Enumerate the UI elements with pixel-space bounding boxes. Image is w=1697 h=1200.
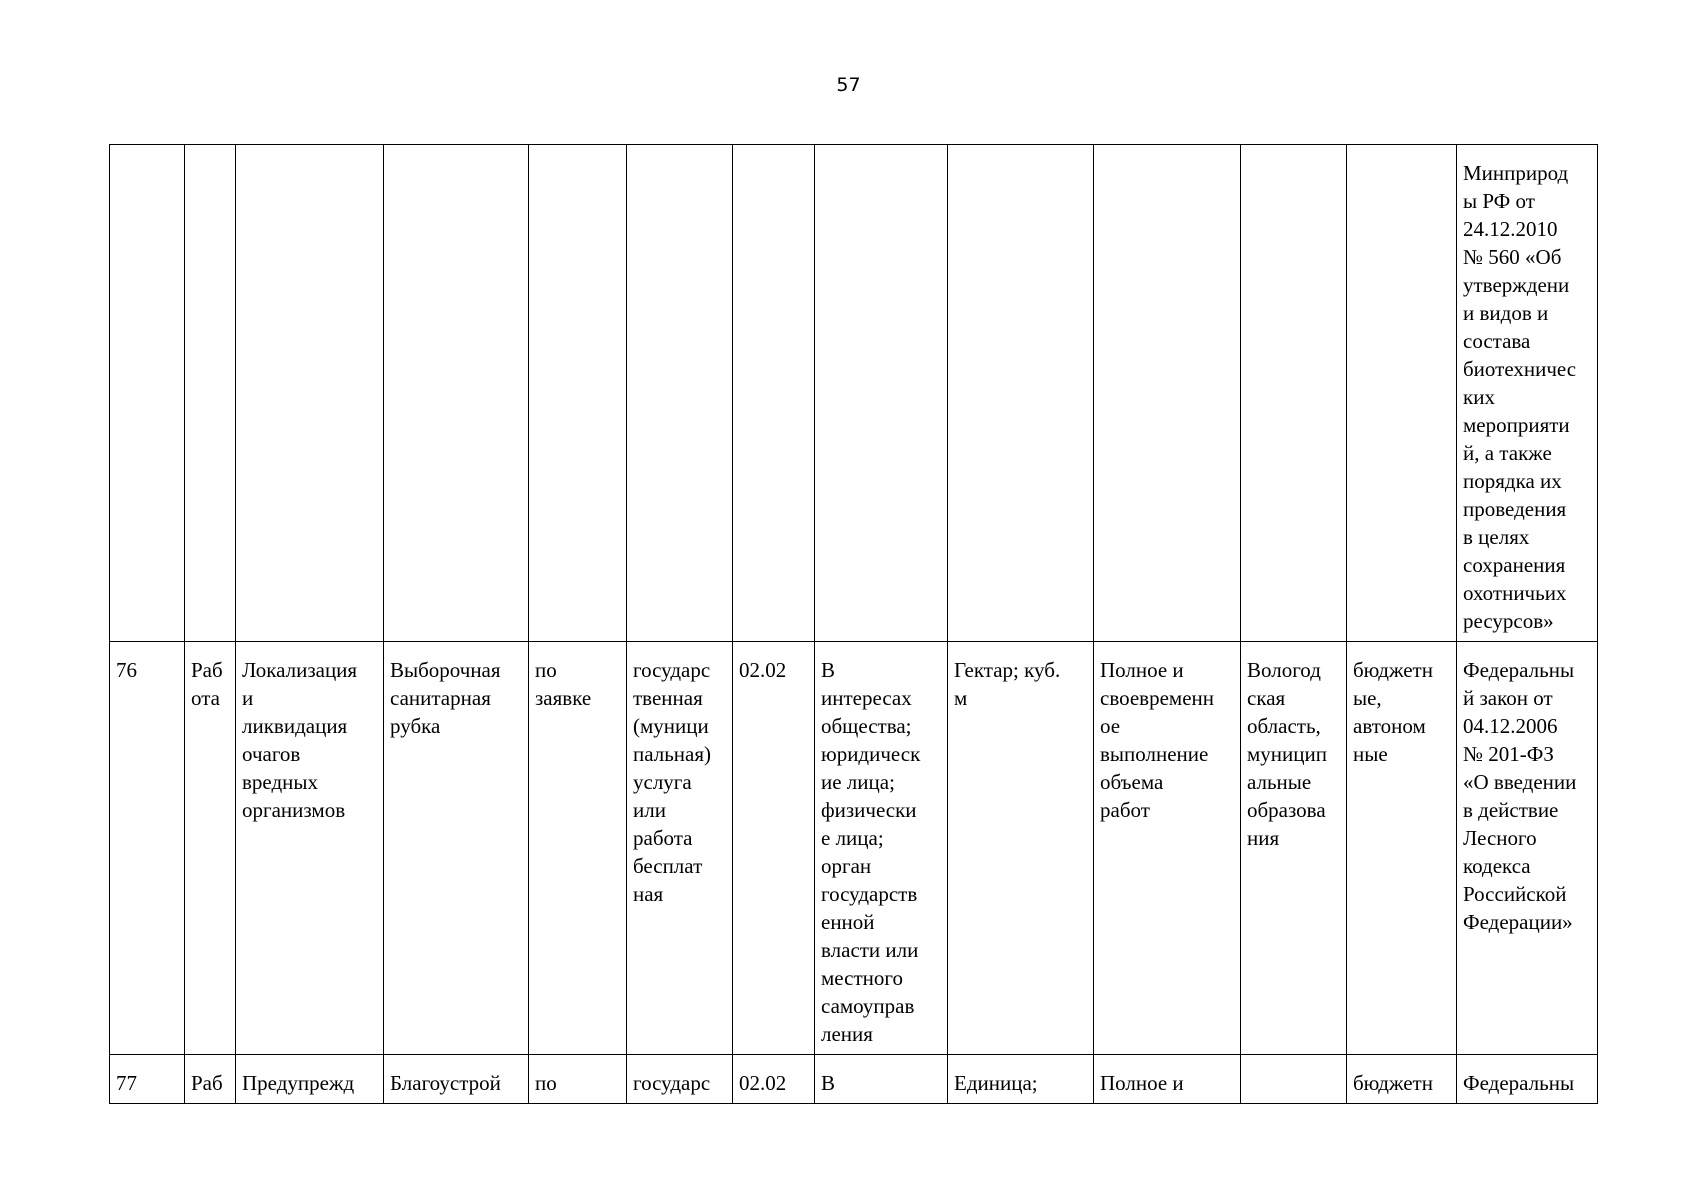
cell-institution-type xyxy=(1347,145,1457,642)
cell-number: 76 xyxy=(110,642,185,1055)
cell-type: Раб xyxy=(185,1055,236,1104)
cell-payment: государс твенная (муници пальная) услуга или работа бесплат ная xyxy=(627,642,733,1055)
cell-indicator: Полное и xyxy=(1094,1055,1241,1104)
cell-legal-basis: Федеральны й закон от 04.12.2006 № 201-ФЗ «О введении в действие Лесного кодекса Российской Федерации» xyxy=(1457,642,1598,1055)
cell-name: Предупрежд xyxy=(236,1055,384,1104)
cell-number: 77 xyxy=(110,1055,185,1104)
cell-content: Благоустрой xyxy=(384,1055,529,1104)
cell-condition: по заявке xyxy=(529,642,627,1055)
cell-territory xyxy=(1241,145,1347,642)
cell-legal-basis: Минприрод ы РФ от 24.12.2010 № 560 «Об утверждени и видов и состава биотехничес ких мероприяти й, а также порядка их проведения в целях сохранения охотничьих ресурсов» xyxy=(1457,145,1598,642)
cell-code: 02.02 xyxy=(733,642,815,1055)
table-row xyxy=(110,1055,1598,1104)
cell-content xyxy=(384,145,529,642)
cell-unit: Гектар; куб. м xyxy=(948,642,1094,1055)
cell-code: 02.02 xyxy=(733,1055,815,1104)
cell-payment: государс xyxy=(627,1055,733,1104)
cell-consumers xyxy=(815,145,948,642)
cell-unit xyxy=(948,145,1094,642)
cell-institution-type: бюджетн xyxy=(1347,1055,1457,1104)
cell-consumers: В xyxy=(815,1055,948,1104)
cell-content: Выборочная санитарная рубка xyxy=(384,642,529,1055)
cell-indicator: Полное и своевременн ое выполнение объема работ xyxy=(1094,642,1241,1055)
services-table xyxy=(109,144,1598,1104)
cell-type xyxy=(185,145,236,642)
cell-name: Локализация и ликвидация очагов вредных организмов xyxy=(236,642,384,1055)
cell-name xyxy=(236,145,384,642)
cell-condition: по xyxy=(529,1055,627,1104)
cell-type: Раб ота xyxy=(185,642,236,1055)
cell-consumers: В интересах общества; юридическ ие лица; физически е лица; орган государств енной власти или местного самоуправ ления xyxy=(815,642,948,1055)
cell-payment xyxy=(627,145,733,642)
cell-territory: Вологод ская область, муницип альные образова ния xyxy=(1241,642,1347,1055)
cell-unit: Единица; xyxy=(948,1055,1094,1104)
page-number: 57 xyxy=(836,74,861,96)
cell-indicator xyxy=(1094,145,1241,642)
cell-condition xyxy=(529,145,627,642)
cell-territory xyxy=(1241,1055,1347,1104)
cell-institution-type: бюджетн ые, автоном ные xyxy=(1347,642,1457,1055)
cell-number xyxy=(110,145,185,642)
cell-code xyxy=(733,145,815,642)
table-row-continued xyxy=(110,145,1598,642)
cell-legal-basis: Федеральны xyxy=(1457,1055,1598,1104)
table-row xyxy=(110,642,1598,1055)
